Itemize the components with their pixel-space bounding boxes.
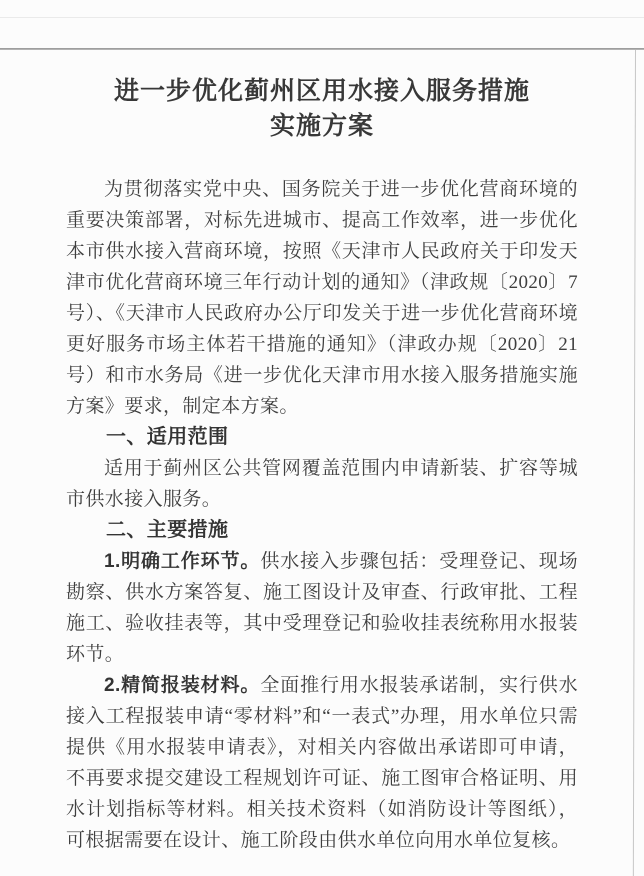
scan-rule-dark: [0, 48, 644, 50]
scan-rule-faint: [0, 17, 644, 18]
intro-paragraph: 为贯彻落实党中央、国务院关于进一步优化营商环境的重要决策部署，对标先进城市、提高工作效率，进一步优化本市供水接入营商环境，按照《天津市人民政府关于印发天津市优化营商环境三年行动计划的通知》（津政规〔2020〕7号）、《天津市人民政府办公厅印发关于进一步优化营商环境更好服务市场主体若干措施的通知》（津政办规〔2020〕21号）和市水务局《进一步优化天津市用水接入服务措施实施方案》要求，制定本方案。: [66, 179, 578, 417]
document-title: [66, 74, 578, 144]
measure-2-lead: 2.精简报装材料。: [104, 675, 261, 696]
document-title-line-1: 进一步优化蓟州区用水接入服务措施: [113, 77, 530, 105]
measure-1-text: 供水接入步骤包括：受理登记、现场勘察、供水方案答复、施工图设计及审查、行政审批、工程施工、验收挂表等，其中受理登记和验收挂表统称用水报装环节。: [66, 551, 578, 665]
section-2-heading: 二、主要措施: [106, 519, 229, 541]
measure-2-paragraph: [66, 670, 578, 856]
document-content: [66, 66, 578, 856]
measure-1-lead: 1.明确工作环节。: [104, 551, 261, 572]
section-1-heading: 一、适用范围: [106, 426, 229, 448]
measure-2-text: 全面推行用水报装承诺制，实行供水接入工程报装申请“零材料”和“一表式”办理，用水单位只需提供《用水报装申请表》，对相关内容做出承诺即可申请，不再要求提交建设工程规划许可证、施工图审合格证明、用水计划指标等材料。相关技术资料（如消防设计等图纸），可根据需要在设计、施工阶段由供水单位向用水单位复核。: [66, 675, 578, 851]
measure-1-paragraph: [66, 546, 578, 670]
document-title-line-2: 实施方案: [269, 112, 374, 140]
scan-edge-line: [633, 50, 636, 876]
section-1-paragraph: 适用于蓟州区公共管网覆盖范围内申请新装、扩容等城市供水接入服务。: [66, 458, 578, 510]
